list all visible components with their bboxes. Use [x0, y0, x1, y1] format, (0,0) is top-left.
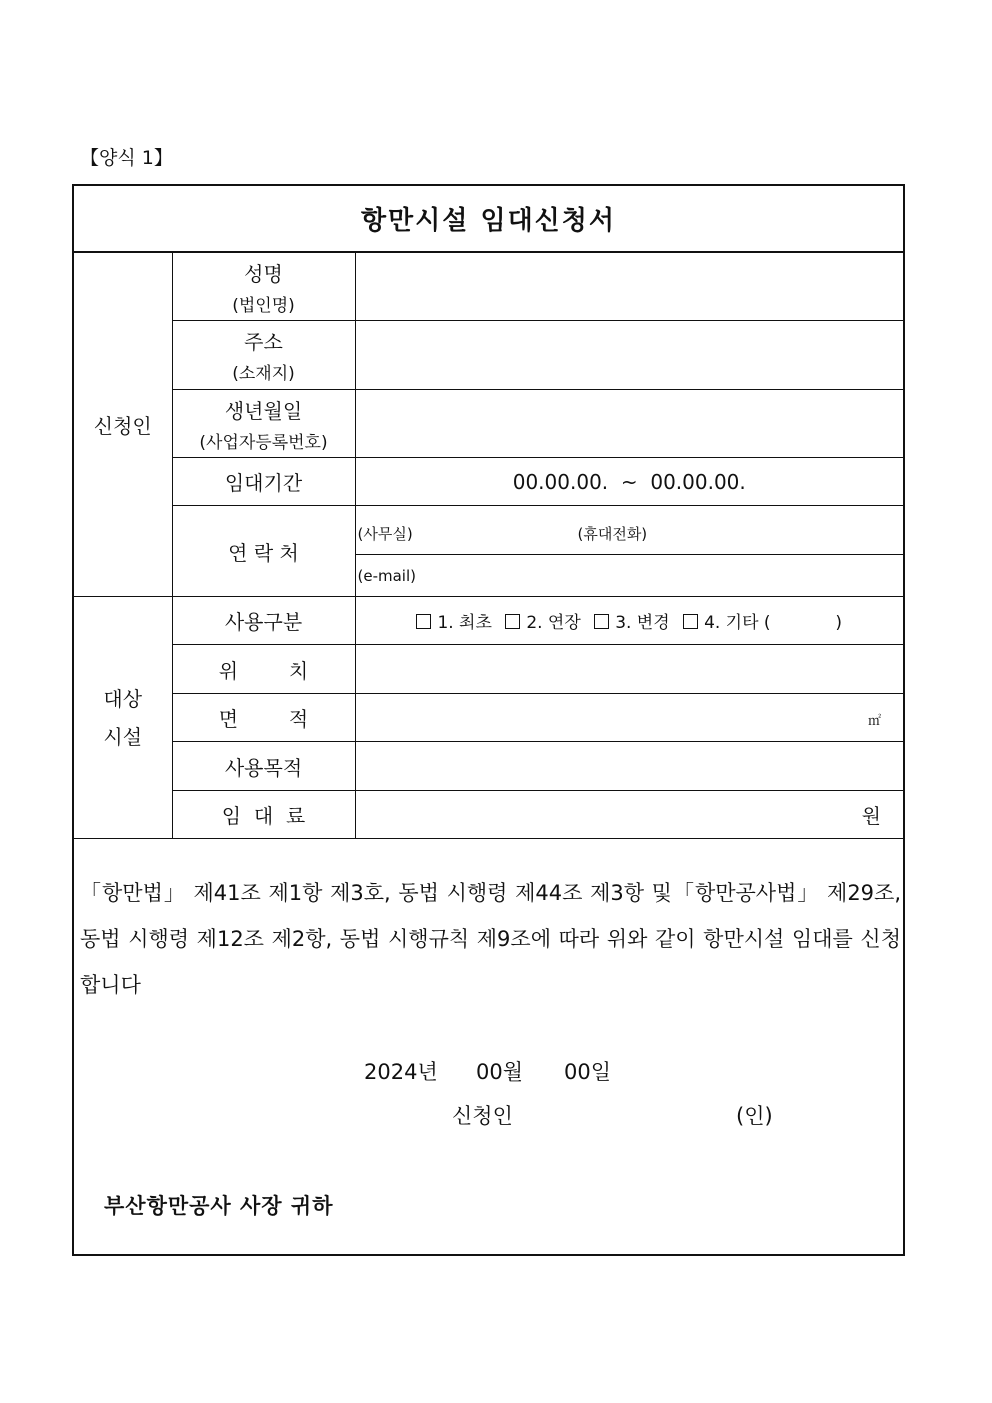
form-title: 항만시설 임대신청서: [74, 186, 903, 252]
rent-field[interactable]: [355, 791, 903, 839]
rent-unit: 원: [861, 804, 881, 828]
usage-option-change-label: 3. 변경: [615, 613, 670, 633]
usage-option-other[interactable]: [683, 613, 842, 633]
signature-seal: (인): [736, 1104, 773, 1128]
usage-option-first-label: 1. 최초: [437, 613, 492, 633]
facility-section-line2: 시설: [103, 724, 143, 749]
location-field[interactable]: [355, 645, 903, 694]
applicant-section-text: 신청인: [93, 414, 152, 438]
birth-field[interactable]: [355, 390, 903, 458]
area-label: [172, 694, 355, 742]
area-label-text: 면 적: [218, 707, 309, 731]
applicant-section-label: [74, 253, 172, 597]
date-month: 00월: [476, 1060, 524, 1084]
address-sub-label: (소재지): [232, 364, 295, 384]
office-phone-label: (사무실): [357, 525, 413, 543]
email-label: (e-mail): [357, 567, 416, 585]
usage-option-first[interactable]: [416, 613, 491, 633]
birth-sub-label: (사업자등록번호): [199, 432, 328, 453]
name-label-text: 성명: [244, 261, 283, 286]
application-statement: 「항만법」 제41조 제1항 제3호, 동법 시행령 제44조 제3항 및「항만공사법」 제29조, 동법 시행령 제12조 제2항, 동법 시행규칙 제9조에 따라 위와 같이 항만시설 임대를 신청합니다: [80, 881, 901, 997]
period-label: 임대기간: [172, 458, 355, 506]
facility-section-line1: 대상: [103, 686, 143, 711]
purpose-field[interactable]: [355, 742, 903, 791]
application-table: [74, 252, 903, 839]
usage-label: 사용구분: [172, 597, 355, 645]
address-field[interactable]: [355, 321, 903, 390]
birth-label-text: 생년월일: [224, 398, 303, 423]
checkbox-icon[interactable]: [505, 614, 520, 629]
birth-label: [172, 390, 355, 458]
addressee: 부산항만공사 사장 귀하: [104, 1194, 334, 1218]
usage-option-change[interactable]: [594, 613, 669, 633]
date-day: 00일: [564, 1060, 612, 1084]
signature-label: 신청인: [452, 1104, 513, 1128]
location-label: [172, 645, 355, 694]
usage-option-extension[interactable]: [505, 613, 580, 633]
area-unit: ㎡: [867, 713, 881, 729]
period-field[interactable]: [355, 458, 903, 506]
checkbox-icon[interactable]: [683, 614, 698, 629]
area-field[interactable]: [355, 694, 903, 742]
purpose-label: 사용목적: [172, 742, 355, 791]
checkbox-icon[interactable]: [416, 614, 431, 629]
date-year: 2024년: [364, 1060, 438, 1084]
usage-option-other-label: 4. 기타 ( ): [704, 613, 843, 633]
contact-label: 연 락 처: [172, 506, 355, 597]
facility-section-label: [74, 597, 172, 839]
name-field[interactable]: [355, 253, 903, 321]
contact-field[interactable]: [355, 506, 903, 597]
mobile-phone-label: (휴대전화): [577, 525, 648, 543]
rent-label: [172, 791, 355, 839]
address-label-text: 주소: [244, 330, 283, 354]
application-form: [72, 184, 905, 1256]
name-label: [172, 253, 355, 321]
checkbox-icon[interactable]: [594, 614, 609, 629]
usage-options: [355, 597, 903, 645]
location-label-text: 위 치: [218, 658, 309, 683]
period-value: 00.00.00. ~ 00.00.00.: [512, 469, 746, 494]
usage-option-extension-label: 2. 연장: [526, 613, 581, 633]
form-label: 【양식 1】: [80, 147, 173, 169]
contact-divider: [356, 554, 904, 555]
rent-label-text: 임 대 료: [221, 804, 306, 828]
address-label: [172, 321, 355, 390]
name-sub-label: (법인명): [232, 295, 295, 316]
